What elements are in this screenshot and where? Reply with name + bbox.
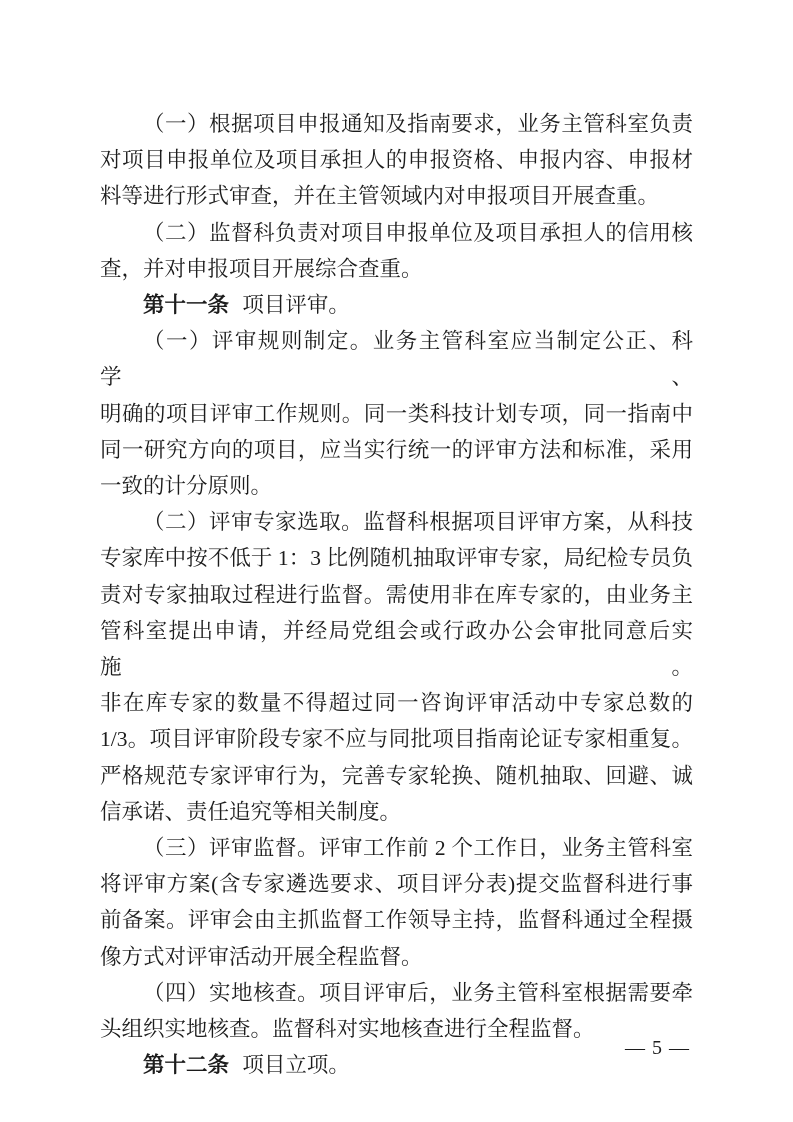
text-line: 明确的项目评审工作规则。同一类科技计划专项，同一指南中 <box>100 401 693 426</box>
text-line: （一）评审规则制定。业务主管科室应当制定公正、科学、 <box>100 329 693 390</box>
text-line: 对项目申报单位及项目承担人的申报资格、申报内容、申报材 <box>100 148 693 173</box>
text-line: 专家库中按不低于 1：3 比例随机抽取评审专家，局纪检专员负 <box>100 546 693 571</box>
paragraph <box>100 504 693 830</box>
article-title: 项目立项。 <box>242 1053 350 1078</box>
text-line: 1/3。项目评审阶段专家不应与同批项目指南论证专家相重复。 <box>100 727 693 752</box>
text-line: （四）实地核查。项目评审后，业务主管科室根据需要牵 <box>143 980 693 1005</box>
text-line: （二）监督科负责对项目申报单位及项目承担人的信用核 <box>143 220 693 245</box>
text-line: 严格规范专家评审行为，完善专家轮换、随机抽取、回避、诚 <box>100 763 693 788</box>
text-line: （二）评审专家选取。监督科根据项目评审方案，从科技 <box>143 510 693 535</box>
text-line: 非在库专家的数量不得超过同一咨询评审活动中专家总数的 <box>100 691 693 716</box>
text-line: 责对专家抽取过程进行监督。需使用非在库专家的，由业务主 <box>100 582 693 607</box>
text-line: （一）根据项目申报通知及指南要求，业务主管科室负责 <box>143 112 693 136</box>
text-line: 信承诺、责任追究等相关制度。 <box>100 799 402 824</box>
document-body <box>100 106 693 1083</box>
article-number: 第十二条 <box>143 1053 230 1078</box>
article-number: 第十一条 <box>143 293 230 318</box>
text-line: 管科室提出申请，并经局党组会或行政办公会审批同意后实施。 <box>100 618 693 680</box>
text-line: 一致的计分原则。 <box>100 474 273 499</box>
text-line: 头组织实地核查。监督科对实地核查进行全程监督。 <box>100 1017 595 1042</box>
paragraph <box>100 323 693 504</box>
article-heading <box>100 1047 693 1083</box>
text-line: （三）评审监督。评审工作前 2 个工作日，业务主管科室 <box>143 836 693 861</box>
text-line: 前备案。评审会由主抓监督工作领导主持，监督科通过全程摄 <box>100 908 693 933</box>
text-line <box>100 1047 693 1083</box>
article-heading <box>100 287 693 323</box>
paragraph <box>100 215 693 287</box>
page-number: — 5 — <box>625 1037 690 1059</box>
text-line <box>100 287 693 323</box>
paragraph <box>100 106 693 215</box>
paragraph <box>100 830 693 975</box>
paragraph <box>100 975 693 1047</box>
text-line: 料等进行形式审查，并在主管领域内对申报项目开展查重。 <box>100 184 660 209</box>
article-title: 项目评审。 <box>242 293 350 318</box>
text-line: 像方式对评审活动开展全程监督。 <box>100 944 423 969</box>
text-line: 同一研究方向的项目，应当实行统一的评审方法和标准，采用 <box>100 437 693 462</box>
text-line: 将评审方案(含专家遴选要求、项目评分表)提交监督科进行事 <box>100 872 693 897</box>
text-line: 查，并对申报项目开展综合查重。 <box>100 256 423 281</box>
